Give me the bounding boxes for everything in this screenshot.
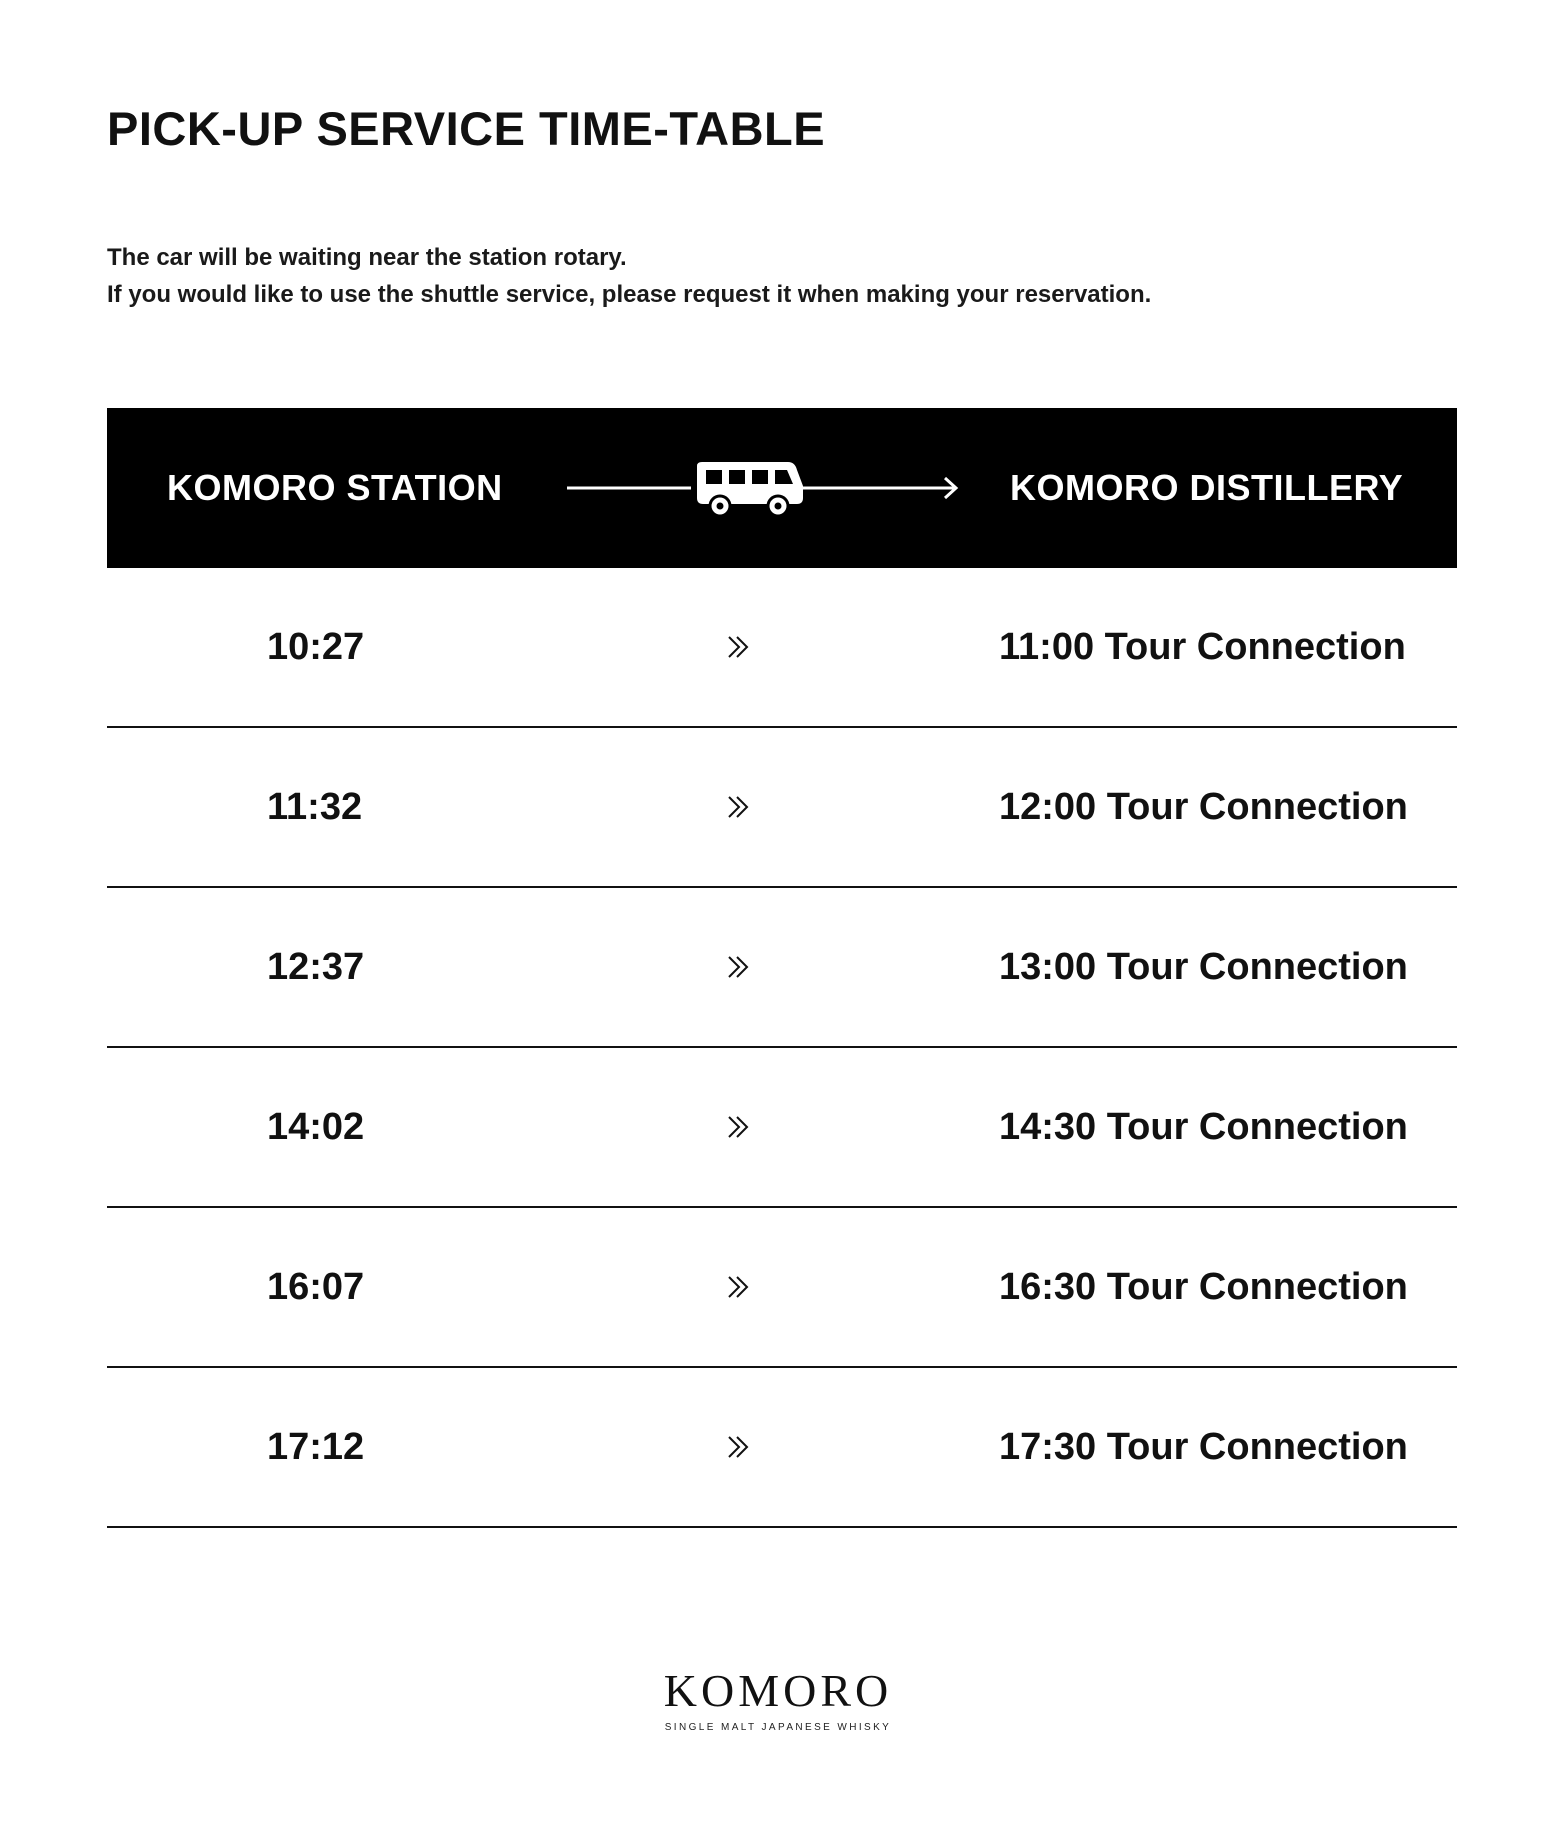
page-title: PICK-UP SERVICE TIME-TABLE [107,102,826,155]
timetable [107,568,1457,1528]
brand-name: KOMORO [663,1665,893,1716]
intro-text [107,239,1151,313]
route-header [107,408,1457,568]
route-origin: KOMORO STATION [167,467,503,508]
timetable-row [107,728,1457,888]
double-chevron-right-icon [724,792,754,822]
double-chevron-right-icon [724,1112,754,1142]
timetable-row [107,1048,1457,1208]
brand-tagline: SINGLE MALT JAPANESE WHISKY [664,1722,892,1733]
route-destination: KOMORO DISTILLERY [1010,467,1404,508]
departure-time: 11:32 [267,786,363,828]
timetable-row [107,1368,1457,1528]
intro-line-waiting: The car will be waiting near the station rotary. [107,244,627,271]
timetable-row [107,568,1457,728]
arrival-tour: 12:00 Tour Connection [999,786,1408,828]
departure-time: 12:37 [267,946,365,988]
double-chevron-right-icon [724,1432,754,1462]
double-chevron-right-icon [724,632,754,662]
departure-time: 16:07 [267,1266,365,1308]
intro-line-reservation: If you would like to use the shuttle service, please request it when making your reservation. [107,281,1152,308]
departure-time: 14:02 [267,1106,365,1148]
brand-logo [628,1665,928,1733]
double-chevron-right-icon [724,1272,754,1302]
bus-icon [691,460,803,516]
departure-time: 17:12 [267,1426,365,1468]
double-chevron-right-icon [724,952,754,982]
arrival-tour: 14:30 Tour Connection [999,1106,1408,1148]
timetable-row [107,888,1457,1048]
arrival-tour: 13:00 Tour Connection [999,946,1408,988]
arrival-tour: 16:30 Tour Connection [999,1266,1408,1308]
departure-time: 10:27 [267,626,365,668]
arrival-tour: 11:00 Tour Connection [999,626,1406,668]
arrival-tour: 17:30 Tour Connection [999,1426,1408,1468]
timetable-row [107,1208,1457,1368]
route-arrow-graphic [557,452,967,524]
